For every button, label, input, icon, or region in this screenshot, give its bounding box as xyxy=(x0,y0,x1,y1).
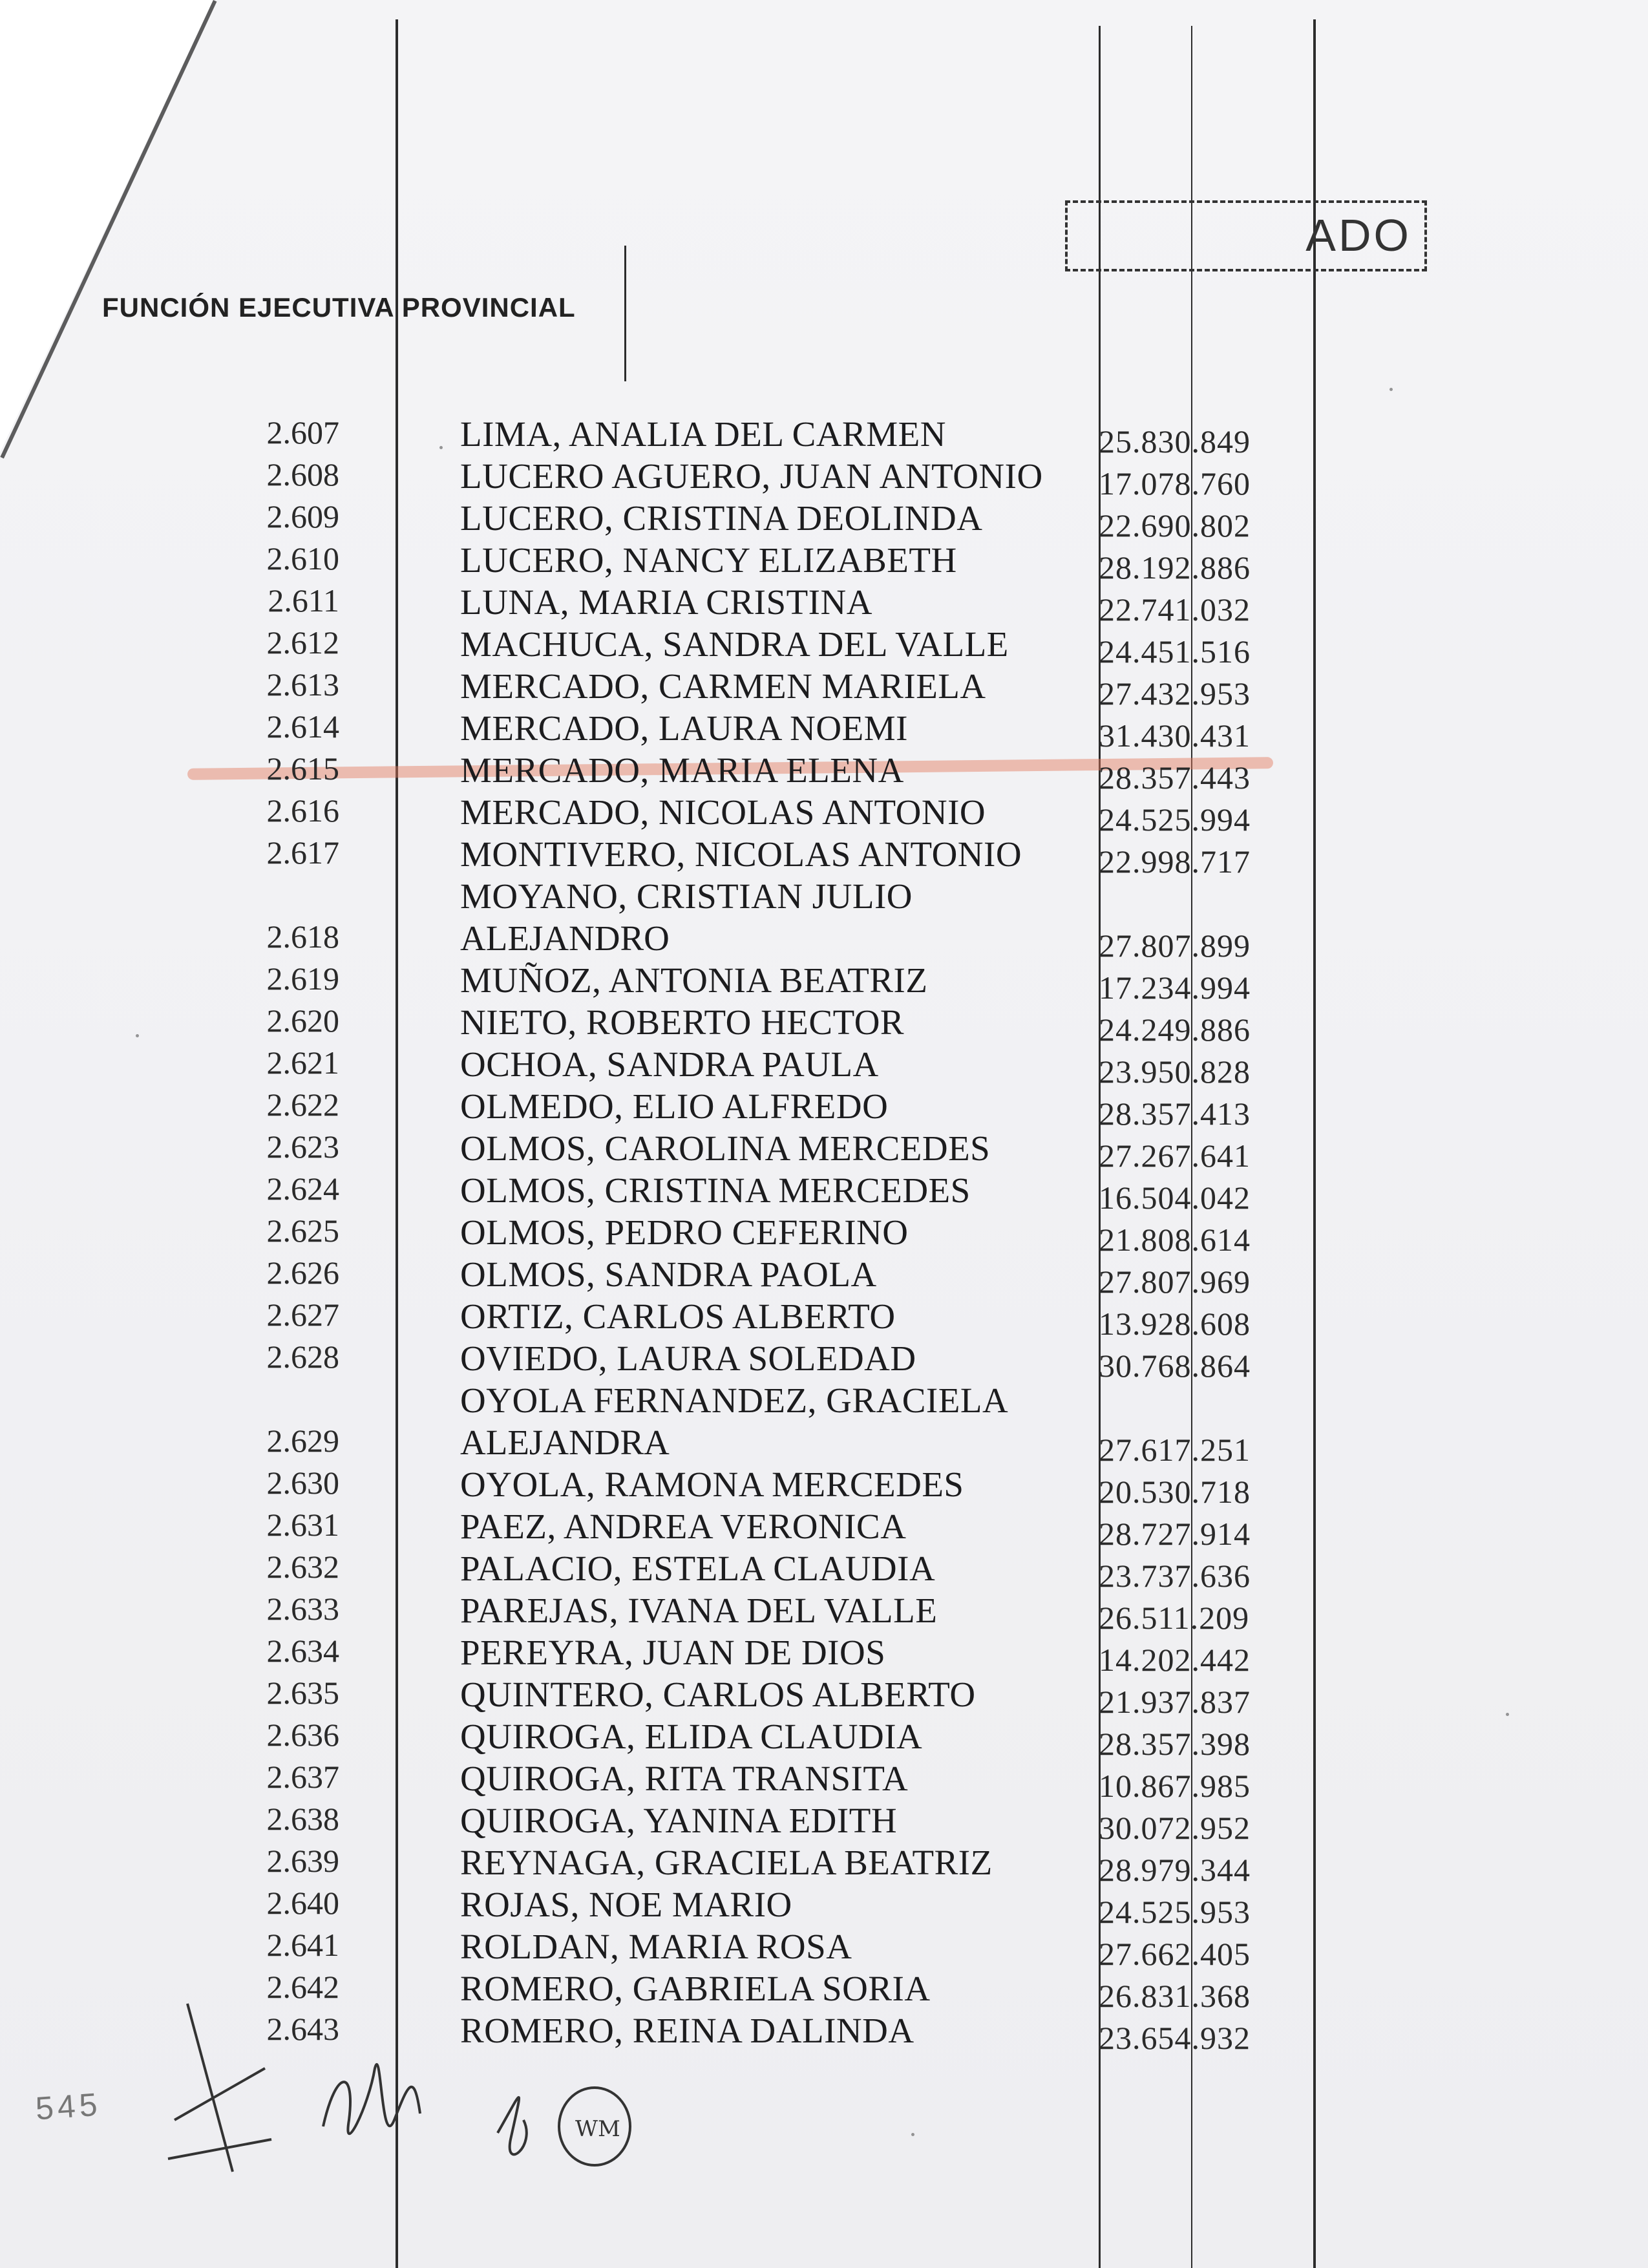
person-name: QUIROGA, RITA TRANSITA xyxy=(460,1759,909,1798)
person-name: MUÑOZ, ANTONIA BEATRIZ xyxy=(460,960,928,1000)
document-number: 22.690.802 xyxy=(1099,507,1251,544)
row-number: 2.632 xyxy=(266,1549,339,1585)
document-number: 16.504.042 xyxy=(1099,1180,1251,1216)
person-name: MOYANO, CRISTIAN JULIO xyxy=(460,876,913,916)
row-number: 2.615 xyxy=(266,750,339,787)
document-number: 22.741.032 xyxy=(1099,591,1251,628)
person-name-continuation: ALEJANDRO xyxy=(460,918,670,958)
document-number: 24.249.886 xyxy=(1099,1012,1251,1048)
speck xyxy=(911,2133,914,2136)
row-number: 2.634 xyxy=(266,1633,339,1669)
document-number: 24.525.994 xyxy=(1099,801,1251,838)
column-rule-header xyxy=(624,246,626,381)
row-number: 2.611 xyxy=(268,582,339,619)
speck xyxy=(1389,388,1393,391)
row-number: 2.627 xyxy=(266,1297,339,1333)
row-number: 2.641 xyxy=(266,1927,339,1963)
row-number: 2.643 xyxy=(266,2011,339,2047)
page-title: FUNCIÓN EJECUTIVA PROVINCIAL xyxy=(102,292,576,323)
row-number: 2.613 xyxy=(266,666,339,703)
row-number: 2.609 xyxy=(266,498,339,535)
person-name: MACHUCA, SANDRA DEL VALLE xyxy=(460,624,1009,664)
document-number: 21.937.837 xyxy=(1099,1684,1251,1720)
row-number: 2.635 xyxy=(266,1675,339,1711)
document-number: 13.928.608 xyxy=(1099,1306,1251,1342)
person-name: LUCERO AGUERO, JUAN ANTONIO xyxy=(460,456,1043,496)
person-name: ROMERO, REINA DALINDA xyxy=(460,2011,914,2050)
person-name: LUNA, MARIA CRISTINA xyxy=(460,582,872,622)
person-name: ROLDAN, MARIA ROSA xyxy=(460,1927,852,1966)
document-number: 22.998.717 xyxy=(1099,843,1251,880)
row-number: 2.618 xyxy=(266,918,339,955)
document-number: 28.727.914 xyxy=(1099,1516,1251,1552)
row-number: 2.608 xyxy=(266,456,339,493)
person-name: PAEZ, ANDREA VERONICA xyxy=(460,1507,907,1546)
row-number: 2.639 xyxy=(266,1843,339,1879)
person-name: MERCADO, LAURA NOEMI xyxy=(460,708,908,748)
document-number: 27.807.969 xyxy=(1099,1264,1251,1300)
document-number: 24.451.516 xyxy=(1099,633,1251,670)
document-number: 27.662.405 xyxy=(1099,1936,1251,1972)
document-number: 23.654.932 xyxy=(1099,2020,1251,2056)
folio-number: 545 xyxy=(34,2086,103,2127)
row-number: 2.625 xyxy=(266,1213,339,1249)
document-number: 26.831.368 xyxy=(1099,1978,1251,2014)
person-name: QUIROGA, ELIDA CLAUDIA xyxy=(460,1717,923,1756)
column-rule-left xyxy=(396,19,398,2268)
document-number: 27.617.251 xyxy=(1099,1432,1251,1468)
document-number: 28.357.413 xyxy=(1099,1096,1251,1132)
column-rule-right xyxy=(1313,19,1316,2268)
person-name: OLMOS, PEDRO CEFERINO xyxy=(460,1213,909,1252)
person-name: MONTIVERO, NICOLAS ANTONIO xyxy=(460,834,1022,874)
document-number: 23.950.828 xyxy=(1099,1054,1251,1090)
stamp-text: ADO xyxy=(1305,210,1411,260)
row-number: 2.628 xyxy=(266,1339,339,1375)
document-number: 24.525.953 xyxy=(1099,1894,1251,1930)
document-number: 28.192.886 xyxy=(1099,549,1251,586)
document-number: 25.830.849 xyxy=(1099,423,1251,460)
person-name: ROMERO, GABRIELA SORIA xyxy=(460,1969,931,2008)
person-name: OCHOA, SANDRA PAULA xyxy=(460,1044,879,1084)
person-name: ORTIZ, CARLOS ALBERTO xyxy=(460,1297,896,1336)
person-name: QUIROGA, YANINA EDITH xyxy=(460,1801,898,1840)
person-name: MERCADO, MARIA ELENA xyxy=(460,750,904,790)
row-number: 2.631 xyxy=(266,1507,339,1543)
stamp xyxy=(1065,200,1427,271)
row-number: 2.630 xyxy=(266,1465,339,1501)
person-name: NIETO, ROBERTO HECTOR xyxy=(460,1002,905,1042)
document-number: 21.808.614 xyxy=(1099,1222,1251,1258)
person-name: PAREJAS, IVANA DEL VALLE xyxy=(460,1591,938,1630)
signature-marks xyxy=(162,1991,743,2185)
document-number: 27.267.641 xyxy=(1099,1138,1251,1174)
row-number: 2.616 xyxy=(266,792,339,829)
document-number: 26.511.209 xyxy=(1099,1600,1250,1636)
document-number: 17.234.994 xyxy=(1099,970,1251,1006)
row-number: 2.612 xyxy=(266,624,339,661)
speck xyxy=(136,1034,139,1037)
row-number: 2.642 xyxy=(266,1969,339,2005)
person-name: QUINTERO, CARLOS ALBERTO xyxy=(460,1675,976,1714)
row-number: 2.619 xyxy=(266,960,339,997)
person-name: LUCERO, CRISTINA DEOLINDA xyxy=(460,498,983,538)
person-name: OLMEDO, ELIO ALFREDO xyxy=(460,1086,889,1126)
document-number: 30.768.864 xyxy=(1099,1348,1251,1384)
document-number: 20.530.718 xyxy=(1099,1474,1251,1510)
row-number: 2.623 xyxy=(266,1129,339,1165)
document-number: 31.430.431 xyxy=(1099,717,1251,754)
speck xyxy=(439,446,443,449)
row-number: 2.621 xyxy=(266,1044,339,1081)
row-number: 2.636 xyxy=(266,1717,339,1753)
person-name-continuation: ALEJANDRA xyxy=(460,1423,670,1462)
row-number: 2.617 xyxy=(266,834,339,871)
row-number: 2.638 xyxy=(266,1801,339,1837)
person-name: OVIEDO, LAURA SOLEDAD xyxy=(460,1339,916,1378)
document-number: 28.357.443 xyxy=(1099,759,1251,796)
person-name: PEREYRA, JUAN DE DIOS xyxy=(460,1633,886,1672)
speck xyxy=(1506,1713,1509,1716)
document-number: 28.979.344 xyxy=(1099,1852,1251,1888)
document-number: 23.737.636 xyxy=(1099,1558,1251,1594)
person-name: OLMOS, CAROLINA MERCEDES xyxy=(460,1129,991,1168)
person-name: OLMOS, SANDRA PAOLA xyxy=(460,1255,877,1294)
document-number: 28.357.398 xyxy=(1099,1726,1251,1762)
row-number: 2.640 xyxy=(266,1885,339,1921)
row-number: 2.633 xyxy=(266,1591,339,1627)
row-number: 2.626 xyxy=(266,1255,339,1291)
row-number: 2.624 xyxy=(266,1171,339,1207)
document-number: 17.078.760 xyxy=(1099,465,1251,502)
row-number: 2.629 xyxy=(266,1423,339,1459)
document-number: 27.432.953 xyxy=(1099,675,1251,712)
person-name: LIMA, ANALIA DEL CARMEN xyxy=(460,414,946,454)
person-name: ROJAS, NOE MARIO xyxy=(460,1885,792,1924)
svg-text:WM: WM xyxy=(575,2116,620,2142)
person-name: MERCADO, NICOLAS ANTONIO xyxy=(460,792,986,832)
row-number: 2.622 xyxy=(266,1086,339,1123)
document-number: 10.867.985 xyxy=(1099,1768,1251,1804)
row-number: 2.614 xyxy=(266,708,339,745)
person-name: LUCERO, NANCY ELIZABETH xyxy=(460,540,957,580)
row-number: 2.607 xyxy=(266,414,339,450)
document-number: 27.807.899 xyxy=(1099,927,1251,964)
person-name: OYOLA, RAMONA MERCEDES xyxy=(460,1465,964,1504)
person-name: PALACIO, ESTELA CLAUDIA xyxy=(460,1549,936,1588)
person-name: OYOLA FERNANDEZ, GRACIELA xyxy=(460,1381,1009,1420)
person-name: MERCADO, CARMEN MARIELA xyxy=(460,666,986,706)
row-number: 2.637 xyxy=(266,1759,339,1795)
document-number: 30.072.952 xyxy=(1099,1810,1251,1846)
person-name: REYNAGA, GRACIELA BEATRIZ xyxy=(460,1843,993,1882)
person-name: OLMOS, CRISTINA MERCEDES xyxy=(460,1171,971,1210)
row-number: 2.620 xyxy=(266,1002,339,1039)
row-number: 2.610 xyxy=(266,540,339,577)
document-number: 14.202.442 xyxy=(1099,1642,1251,1678)
